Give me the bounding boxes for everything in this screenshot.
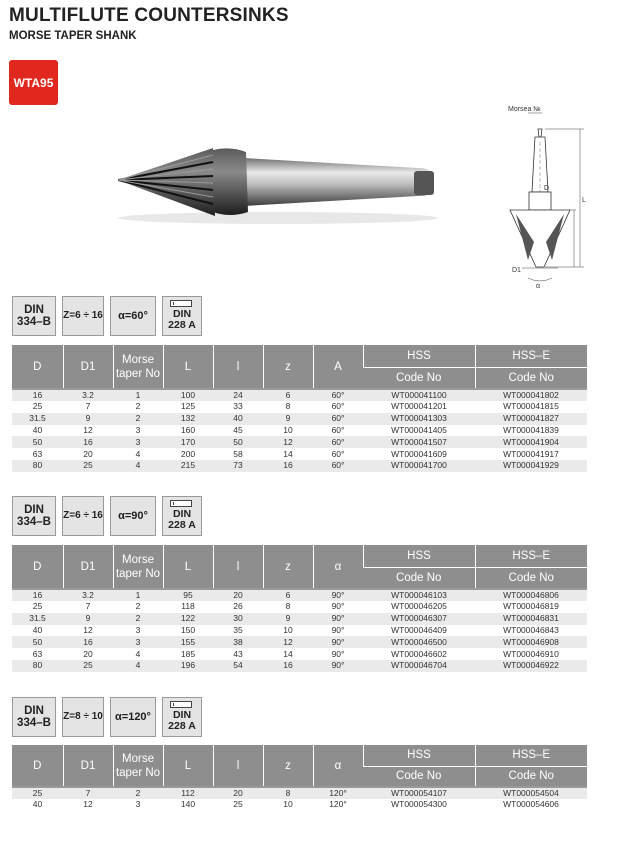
- table-cell: 31.5: [12, 613, 63, 625]
- din-228-a-box: DIN 228 A: [162, 697, 202, 737]
- table-cell: WT000054606: [475, 799, 587, 811]
- table-120: [12, 745, 587, 811]
- table-row: [12, 436, 587, 448]
- col-hss: HSS: [363, 745, 475, 766]
- table-cell: 1: [113, 589, 163, 601]
- table-cell: 125: [163, 401, 213, 413]
- table-cell: 160: [163, 425, 213, 437]
- table-cell: WT000046704: [363, 660, 475, 672]
- table-cell: 14: [263, 648, 313, 660]
- col-z: z: [263, 345, 313, 389]
- col-morse: Morse taper No: [113, 745, 163, 787]
- table-cell: 196: [163, 660, 213, 672]
- table-cell: 6: [263, 389, 313, 401]
- table-cell: 8: [263, 401, 313, 413]
- table-cell: 25: [12, 601, 63, 613]
- table-cell: 16: [12, 589, 63, 601]
- table-cell: 2: [113, 401, 163, 413]
- col-z: z: [263, 745, 313, 787]
- table-cell: WT000046843: [475, 625, 587, 637]
- table-cell: 16: [63, 636, 113, 648]
- tooth-count-box: Z=8 ÷ 10: [62, 697, 104, 737]
- table-cell: 10: [263, 799, 313, 811]
- table-cell: 54: [213, 660, 263, 672]
- table-row: [12, 613, 587, 625]
- table-cell: WT000046409: [363, 625, 475, 637]
- table-cell: 10: [263, 425, 313, 437]
- table-cell: WT000041802: [475, 389, 587, 401]
- table-cell: 20: [213, 589, 263, 601]
- table-cell: 3: [113, 625, 163, 637]
- table-cell: 140: [163, 799, 213, 811]
- table-row: [12, 401, 587, 413]
- table-row: [12, 799, 587, 811]
- col-l-upper: L: [163, 545, 213, 589]
- col-hsse: HSS–E: [475, 745, 587, 766]
- table-cell: 9: [263, 413, 313, 425]
- table-cell: 122: [163, 613, 213, 625]
- table-cell: WT000046307: [363, 613, 475, 625]
- table-cell: 43: [213, 648, 263, 660]
- table-cell: 7: [63, 787, 113, 799]
- table-cell: 12: [63, 799, 113, 811]
- col-d: D: [12, 345, 63, 389]
- col-angle: α: [313, 545, 363, 589]
- col-hss-code: Code No: [363, 367, 475, 389]
- table-cell: 3.2: [63, 389, 113, 401]
- table-cell: WT000054300: [363, 799, 475, 811]
- table-row: [12, 787, 587, 799]
- table-cell: WT000041405: [363, 425, 475, 437]
- table-row: [12, 648, 587, 660]
- col-hss: HSS: [363, 345, 475, 367]
- angle-box: α=90°: [110, 496, 156, 536]
- table-row: [12, 389, 587, 401]
- table-cell: 60°: [313, 448, 363, 460]
- table-cell: WT000041827: [475, 413, 587, 425]
- table-cell: 50: [213, 436, 263, 448]
- col-hsse: HSS–E: [475, 345, 587, 367]
- table-cell: 20: [63, 448, 113, 460]
- table-cell: 40: [12, 799, 63, 811]
- table-cell: WT000046500: [363, 636, 475, 648]
- table-cell: 90°: [313, 660, 363, 672]
- table-cell: 12: [263, 436, 313, 448]
- din-334-b-box: DIN 334–B: [12, 496, 56, 536]
- table-cell: 150: [163, 625, 213, 637]
- page-title: MULTIFLUTE COUNTERSINKS: [9, 5, 289, 26]
- table-cell: 63: [12, 448, 63, 460]
- col-hss: HSS: [363, 545, 475, 567]
- table-cell: 25: [213, 799, 263, 811]
- col-z: z: [263, 545, 313, 589]
- table-row: [12, 660, 587, 672]
- technical-drawing: [498, 102, 590, 292]
- table-cell: 8: [263, 787, 313, 799]
- table-cell: 31.5: [12, 413, 63, 425]
- table-cell: 58: [213, 448, 263, 460]
- table-cell: 10: [263, 625, 313, 637]
- table-cell: 73: [213, 460, 263, 472]
- col-d: D: [12, 545, 63, 589]
- table-cell: WT000041303: [363, 413, 475, 425]
- table-cell: WT000054504: [475, 787, 587, 799]
- table-cell: 35: [213, 625, 263, 637]
- table-cell: 7: [63, 601, 113, 613]
- table-cell: 90°: [313, 589, 363, 601]
- spec-row-90: [12, 496, 202, 536]
- table-row: [12, 601, 587, 613]
- table-cell: WT000054107: [363, 787, 475, 799]
- table-cell: 40: [12, 425, 63, 437]
- table-cell: 120°: [313, 787, 363, 799]
- table-cell: 60°: [313, 389, 363, 401]
- table-cell: WT000041507: [363, 436, 475, 448]
- shank-icon: [170, 500, 192, 507]
- shank-icon: [170, 701, 192, 708]
- col-l-lower: l: [213, 545, 263, 589]
- table-cell: 6: [263, 589, 313, 601]
- din-334-b-box: DIN 334–B: [12, 697, 56, 737]
- table-cell: WT000041839: [475, 425, 587, 437]
- spec-row-120: [12, 697, 202, 737]
- table-cell: WT000041929: [475, 460, 587, 472]
- table-row: [12, 448, 587, 460]
- countersink-tool-image: [118, 128, 448, 228]
- col-angle: α: [313, 745, 363, 787]
- table-cell: 12: [63, 425, 113, 437]
- din-228-a-box: DIN 228 A: [162, 496, 202, 536]
- shank-icon: [170, 300, 192, 307]
- table-cell: 9: [63, 413, 113, 425]
- tooth-count-box: Z=6 ÷ 16: [62, 496, 104, 536]
- product-code-badge: WTA95: [9, 60, 58, 105]
- drawing-label-alpha: α: [536, 283, 541, 290]
- spec-row-60: [12, 296, 202, 336]
- table-cell: 90°: [313, 613, 363, 625]
- col-d1: D1: [63, 345, 113, 389]
- table-cell: 4: [113, 660, 163, 672]
- table-cell: 40: [12, 625, 63, 637]
- table-cell: 3: [113, 436, 163, 448]
- tooth-count-box: Z=6 ÷ 16: [62, 296, 104, 336]
- table-cell: WT000046205: [363, 601, 475, 613]
- col-hss-code: Code No: [363, 766, 475, 787]
- col-morse: Morse taper No: [113, 345, 163, 389]
- table-cell: WT000041917: [475, 448, 587, 460]
- table-cell: 63: [12, 648, 63, 660]
- col-hsse-code: Code No: [475, 766, 587, 787]
- table-cell: WT000041904: [475, 436, 587, 448]
- table-cell: 3: [113, 425, 163, 437]
- table-cell: 90°: [313, 636, 363, 648]
- table-cell: 24: [213, 389, 263, 401]
- table-cell: 215: [163, 460, 213, 472]
- table-cell: WT000046908: [475, 636, 587, 648]
- table-cell: WT000041609: [363, 448, 475, 460]
- table-cell: 12: [63, 625, 113, 637]
- drawing-label-d1: D1: [512, 267, 521, 274]
- table-cell: 132: [163, 413, 213, 425]
- table-cell: 60°: [313, 413, 363, 425]
- col-d1: D1: [63, 545, 113, 589]
- col-l-upper: L: [163, 345, 213, 389]
- table-cell: 25: [12, 787, 63, 799]
- angle-box: α=60°: [110, 296, 156, 336]
- table-cell: 9: [263, 613, 313, 625]
- table-row: [12, 413, 587, 425]
- col-d: D: [12, 745, 63, 787]
- table-cell: 3: [113, 799, 163, 811]
- table-cell: 20: [63, 648, 113, 660]
- table-cell: 185: [163, 648, 213, 660]
- table-cell: 38: [213, 636, 263, 648]
- table-cell: 30: [213, 613, 263, 625]
- table-cell: 200: [163, 448, 213, 460]
- col-morse: Morse taper No: [113, 545, 163, 589]
- table-cell: 45: [213, 425, 263, 437]
- table-cell: 100: [163, 389, 213, 401]
- table-cell: 25: [63, 460, 113, 472]
- table-row: [12, 636, 587, 648]
- angle-box: α=120°: [110, 697, 156, 737]
- din-334-b-box: DIN 334–B: [12, 296, 56, 336]
- table-cell: 60°: [313, 401, 363, 413]
- table-cell: 40: [213, 413, 263, 425]
- table-cell: 7: [63, 401, 113, 413]
- drawing-label-l: L: [582, 197, 586, 204]
- table-row: [12, 589, 587, 601]
- col-hsse-code: Code No: [475, 367, 587, 389]
- table-row: [12, 425, 587, 437]
- table-cell: 118: [163, 601, 213, 613]
- table-cell: 25: [12, 401, 63, 413]
- table-60: [12, 345, 587, 472]
- table-cell: 9: [63, 613, 113, 625]
- table-cell: 170: [163, 436, 213, 448]
- table-cell: WT000046806: [475, 589, 587, 601]
- col-hsse: HSS–E: [475, 545, 587, 567]
- table-cell: 120°: [313, 799, 363, 811]
- col-hsse-code: Code No: [475, 567, 587, 589]
- table-cell: WT000046831: [475, 613, 587, 625]
- drawing-label-morse: Morsea №: [508, 106, 541, 113]
- table-cell: 90°: [313, 625, 363, 637]
- table-cell: 33: [213, 401, 263, 413]
- table-cell: WT000046922: [475, 660, 587, 672]
- table-cell: 2: [113, 613, 163, 625]
- table-cell: 2: [113, 787, 163, 799]
- drawing-label-d: D: [544, 185, 550, 192]
- table-cell: 2: [113, 413, 163, 425]
- table-cell: WT000046910: [475, 648, 587, 660]
- table-cell: 26: [213, 601, 263, 613]
- table-cell: 60°: [313, 460, 363, 472]
- table-cell: 16: [12, 389, 63, 401]
- din-228-a-box: DIN 228 A: [162, 296, 202, 336]
- table-cell: 8: [263, 601, 313, 613]
- table-cell: 4: [113, 460, 163, 472]
- table-cell: 12: [263, 636, 313, 648]
- col-l-lower: l: [213, 745, 263, 787]
- table-cell: 50: [12, 436, 63, 448]
- table-cell: 80: [12, 660, 63, 672]
- table-cell: 4: [113, 448, 163, 460]
- table-cell: 90°: [313, 601, 363, 613]
- table-cell: WT000041700: [363, 460, 475, 472]
- table-cell: WT000041815: [475, 401, 587, 413]
- table-cell: WT000046602: [363, 648, 475, 660]
- table-cell: 16: [263, 660, 313, 672]
- table-row: [12, 460, 587, 472]
- table-cell: 3: [113, 636, 163, 648]
- table-90: [12, 545, 587, 672]
- table-cell: 1: [113, 389, 163, 401]
- table-cell: 16: [63, 436, 113, 448]
- table-cell: WT000041201: [363, 401, 475, 413]
- page-subtitle: MORSE TAPER SHANK: [9, 30, 137, 42]
- table-cell: 155: [163, 636, 213, 648]
- col-angle: A: [313, 345, 363, 389]
- col-hss-code: Code No: [363, 567, 475, 589]
- table-cell: 60°: [313, 425, 363, 437]
- table-cell: 95: [163, 589, 213, 601]
- col-l-lower: l: [213, 345, 263, 389]
- table-cell: 90°: [313, 648, 363, 660]
- table-cell: WT000041100: [363, 389, 475, 401]
- table-cell: 14: [263, 448, 313, 460]
- table-cell: 60°: [313, 436, 363, 448]
- table-cell: 16: [263, 460, 313, 472]
- table-cell: 4: [113, 648, 163, 660]
- table-cell: WT000046103: [363, 589, 475, 601]
- table-cell: 50: [12, 636, 63, 648]
- table-cell: 80: [12, 460, 63, 472]
- table-cell: 112: [163, 787, 213, 799]
- table-cell: 2: [113, 601, 163, 613]
- table-cell: 3.2: [63, 589, 113, 601]
- table-cell: 20: [213, 787, 263, 799]
- table-cell: 25: [63, 660, 113, 672]
- col-d1: D1: [63, 745, 113, 787]
- col-l-upper: L: [163, 745, 213, 787]
- table-cell: WT000046819: [475, 601, 587, 613]
- table-row: [12, 625, 587, 637]
